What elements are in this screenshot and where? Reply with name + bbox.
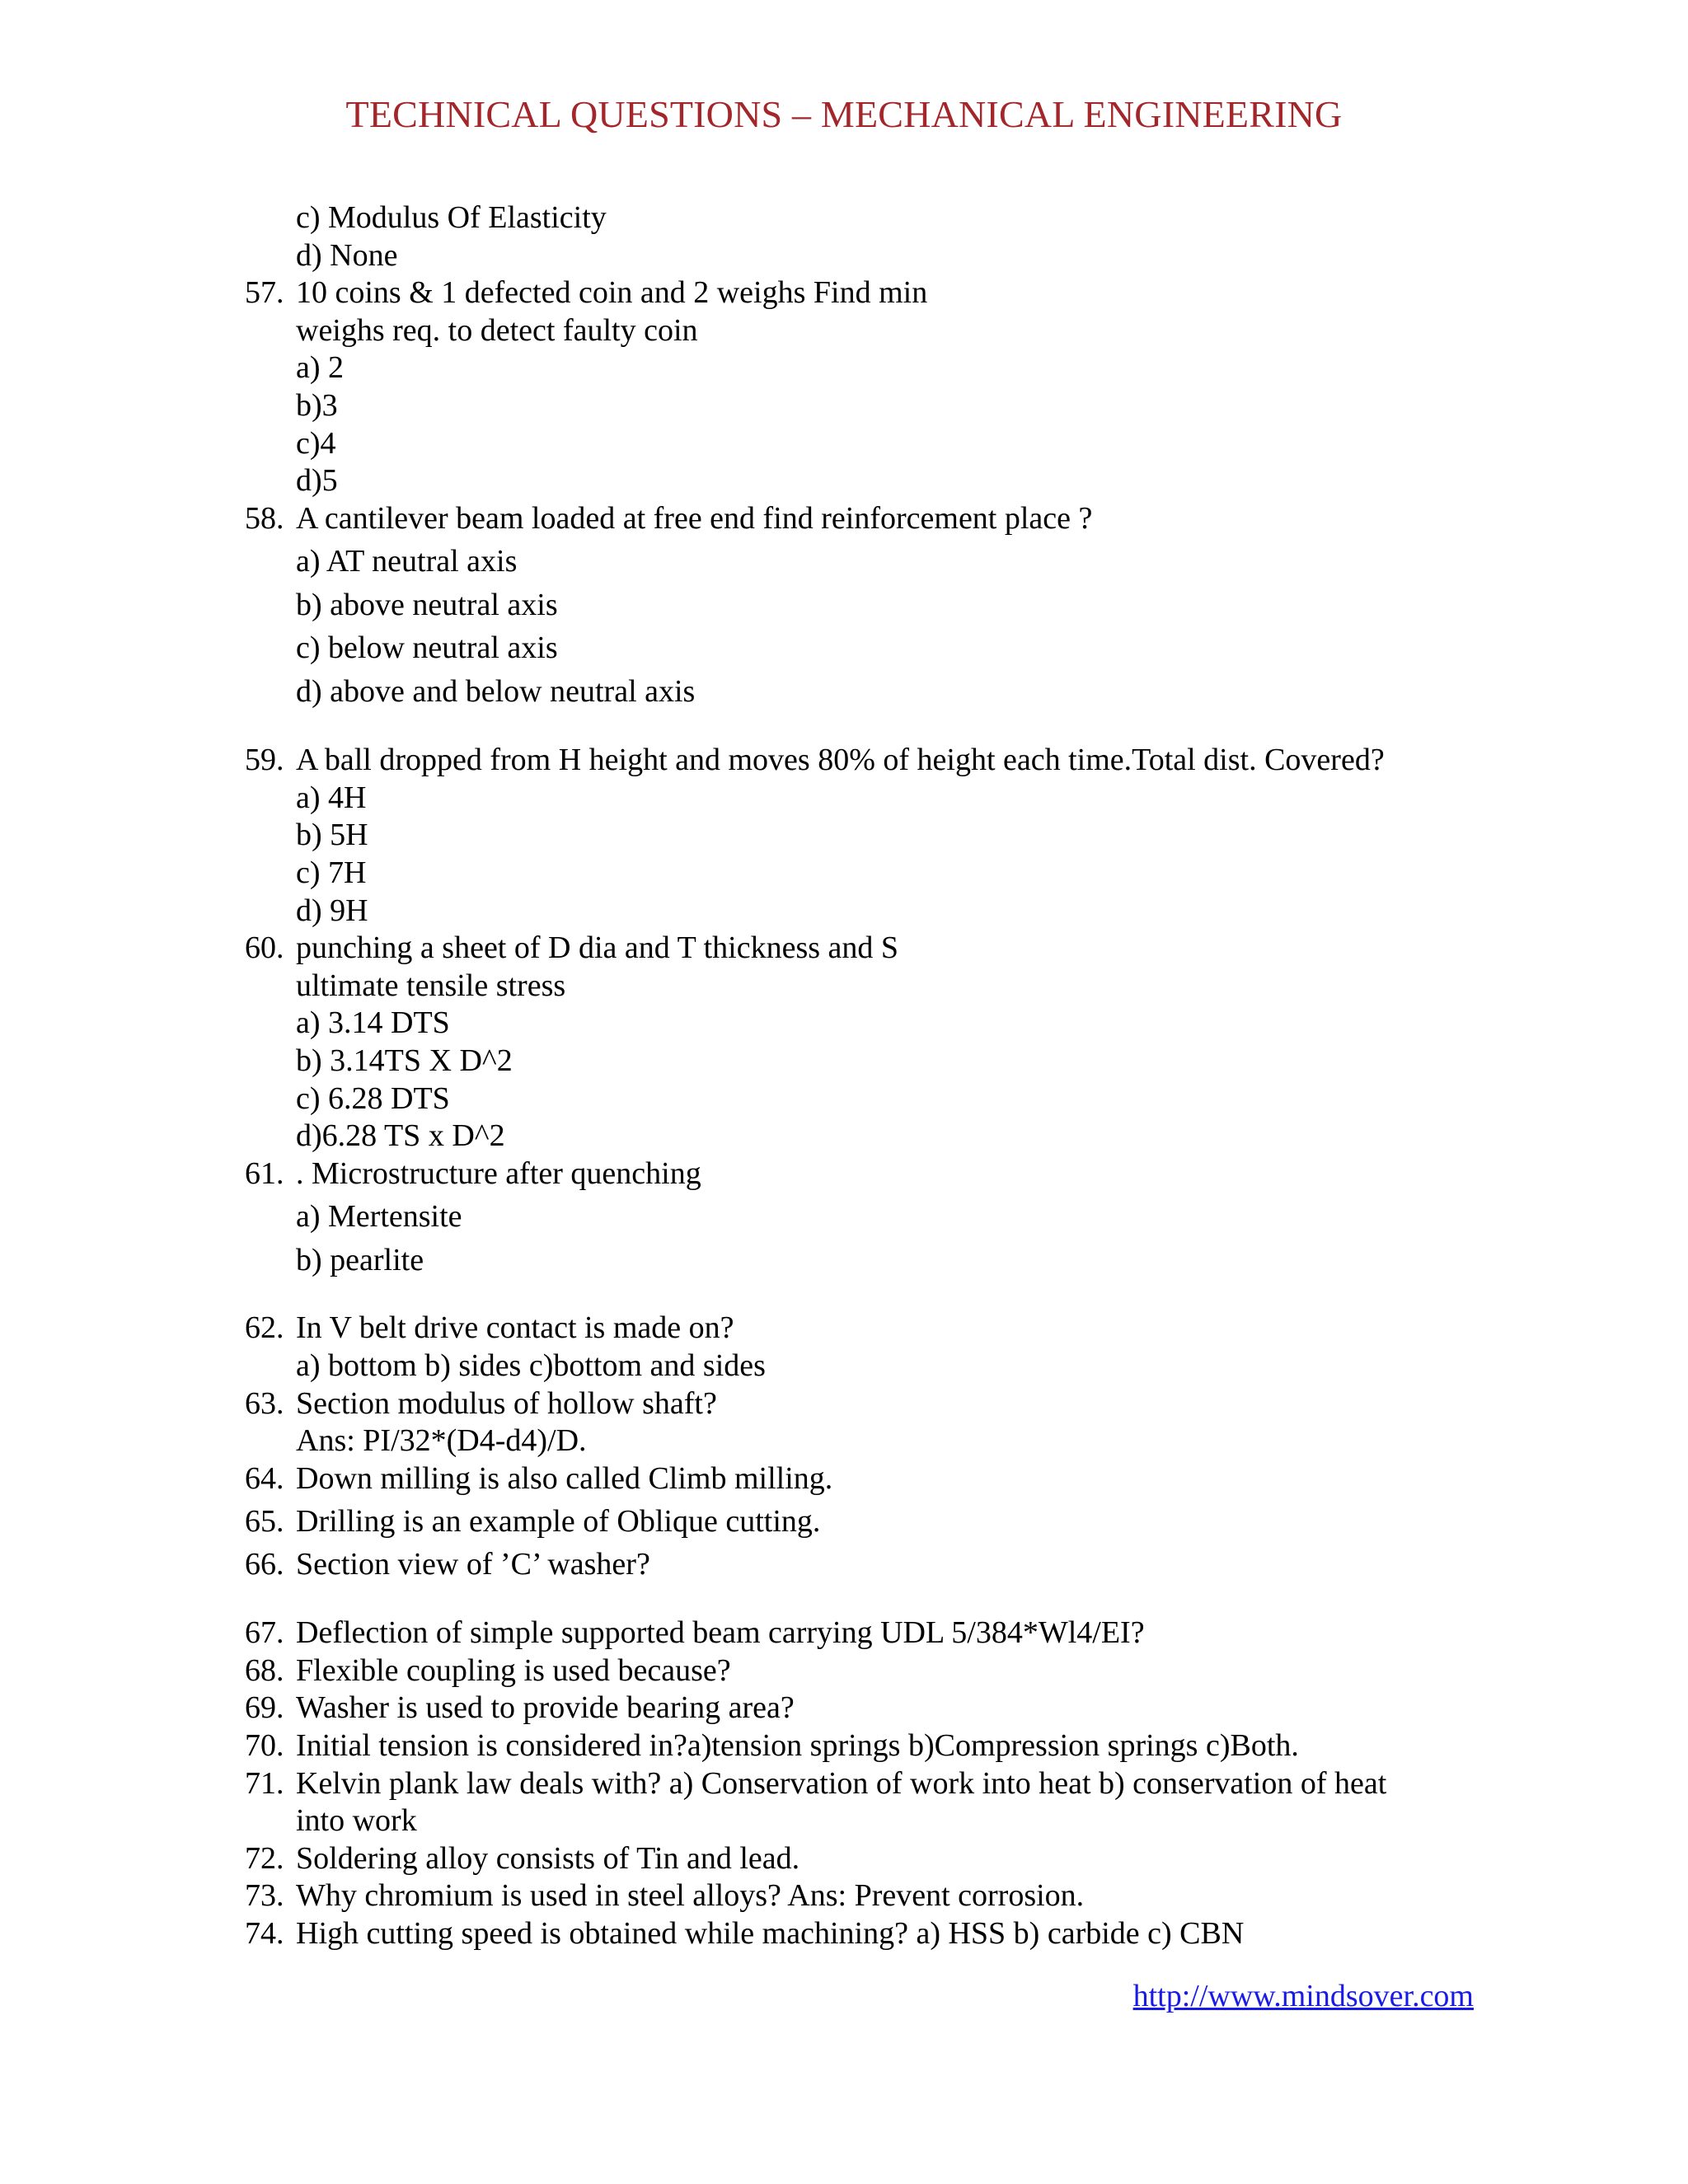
option-text: d) None (296, 238, 398, 273)
question-number: 62. (245, 1310, 284, 1345)
question-text: 10 coins & 1 defected coin and 2 weighs Find min (296, 275, 928, 310)
footer-link[interactable]: http://www.mindsover.com (1132, 1979, 1474, 2013)
question-number: 65. (245, 1504, 284, 1539)
question-number: 59. (245, 743, 284, 777)
option-text: into work (296, 1803, 417, 1838)
question-text: Drilling is an example of Oblique cutting. (296, 1504, 821, 1539)
question-number: 58. (245, 501, 284, 536)
question-number: 70. (245, 1728, 284, 1763)
question-number: 66. (245, 1547, 284, 1582)
option-text: b) pearlite (296, 1243, 424, 1277)
question-text: Soldering alloy consists of Tin and lead. (296, 1841, 800, 1876)
option-text: c)4 (296, 426, 336, 461)
option-text: a) 4H (296, 780, 367, 815)
question-number: 64. (245, 1461, 284, 1496)
option-text: d) above and below neutral axis (296, 674, 696, 709)
question-number: 67. (245, 1615, 284, 1650)
question-number: 57. (245, 275, 284, 310)
question-number: 73. (245, 1878, 284, 1913)
question-number: 69. (245, 1690, 284, 1725)
question-number: 74. (245, 1916, 284, 1951)
question-text: A ball dropped from H height and moves 80% of height each time.Total dist. Covered? (296, 743, 1385, 777)
question-text: High cutting speed is obtained while machining? a) HSS b) carbide c) CBN (296, 1916, 1245, 1951)
option-text: b) 3.14TS X D^2 (296, 1043, 513, 1078)
option-text: b)3 (296, 388, 338, 423)
question-text: Down milling is also called Climb milling. (296, 1461, 833, 1496)
question-number: 63. (245, 1386, 284, 1421)
option-text: d) 9H (296, 893, 368, 928)
page-title: TECHNICAL QUESTIONS – MECHANICAL ENGINEERING (345, 93, 1343, 135)
question-text: . Microstructure after quenching (296, 1156, 701, 1191)
option-text: d)5 (296, 463, 338, 498)
option-text: d)6.28 TS x D^2 (296, 1118, 505, 1153)
question-number: 61. (245, 1156, 284, 1191)
option-text: c) Modulus Of Elasticity (296, 200, 607, 235)
option-text: a) 3.14 DTS (296, 1005, 450, 1040)
question-text: Section modulus of hollow shaft? (296, 1386, 717, 1421)
option-text: c) below neutral axis (296, 630, 558, 665)
option-text: weighs req. to detect faulty coin (296, 313, 698, 348)
question-text: Initial tension is considered in?a)tension springs b)Compression springs c)Both. (296, 1728, 1299, 1763)
question-text: A cantilever beam loaded at free end find reinforcement place ? (296, 501, 1093, 536)
option-text: c) 7H (296, 855, 367, 890)
question-number: 72. (245, 1841, 284, 1876)
option-text: a) bottom b) sides c)bottom and sides (296, 1348, 766, 1383)
question-text: Section view of ’C’ washer? (296, 1547, 650, 1582)
option-text: a) 2 (296, 350, 345, 385)
question-text: Kelvin plank law deals with? a) Conservation of work into heat b) conservation of heat (296, 1766, 1387, 1801)
option-text: ultimate tensile stress (296, 968, 566, 1003)
option-text: a) Mertensite (296, 1199, 462, 1234)
question-number: 71. (245, 1766, 284, 1801)
option-text: b) above neutral axis (296, 588, 558, 622)
question-text: In V belt drive contact is made on? (296, 1310, 734, 1345)
option-text: b) 5H (296, 818, 368, 852)
question-number: 68. (245, 1653, 284, 1688)
option-text: c) 6.28 DTS (296, 1081, 450, 1116)
question-number: 60. (245, 930, 284, 965)
question-text: Washer is used to provide bearing area? (296, 1690, 795, 1725)
question-text: Flexible coupling is used because? (296, 1653, 731, 1688)
question-text: punching a sheet of D dia and T thickness and S (296, 930, 899, 965)
question-text: Deflection of simple supported beam carrying UDL 5/384*Wl4/EI? (296, 1615, 1145, 1650)
option-text: a) AT neutral axis (296, 544, 518, 579)
option-text: Ans: PI/32*(D4-d4)/D. (296, 1423, 587, 1458)
question-text: Why chromium is used in steel alloys? Ans: Prevent corrosion. (296, 1878, 1085, 1913)
